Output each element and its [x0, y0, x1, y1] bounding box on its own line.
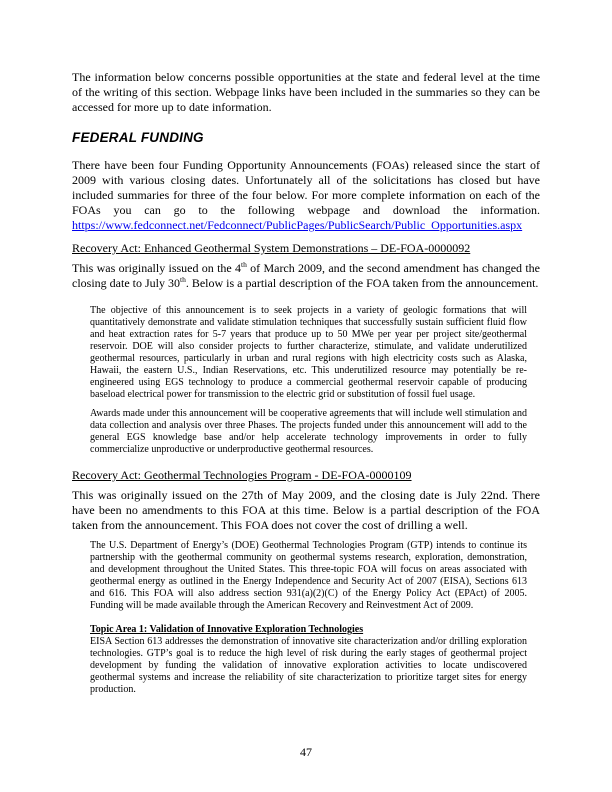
topic-area-1-heading: Topic Area 1: Validation of Innovative Exploration Technologies: [90, 624, 364, 635]
foa-092-description-paragraph-2: Awards made under this announcement will be cooperative agreements that will include well stimulation and data collection and analysis over three Phases. The projects funded under this announcement will add to the general EGS knowledge base and/or help accelerate technology improvements in order to fully commercialize unproductive or underproductive geothermal resources.: [90, 408, 527, 455]
page-number: 47: [300, 745, 312, 759]
foa-092-description-paragraph-1: The objective of this announcement is to seek projects in a variety of geologic formations that will quantitatively demonstrate and validate stimulation techniques that successfully sustain sufficient fluid flow and heat extraction rates for 5-7 years that produce up to 50 MWe per year per project site/geothermal reservoir. DOE will also consider projects to further characterize, stimulate, and validate underutilized geothermal resources, particularly in urban and rural regions with high electricity costs such as Alaska, Hawaii, the eastern U.S., Indian Reservations, etc. This underutilized resource may potentially be re-engineered using EGS technology to produce a commercial geothermal reservoir capable of producing baseload electrical power for transmission to the electric grid or substitution of fossil fuel usage.: [90, 305, 527, 400]
topic-area-1-section: [72, 624, 540, 696]
federal-funding-paragraph-text: There have been four Funding Opportunity Announcements (FOAs) released since the start of 2009 with various closing dates. Unfortunately all of the solicitations has closed but have included summaries for three of the four below. For more complete information on each of the FOAs you can go to the following webpage and download the information.: [72, 158, 540, 217]
foa-092-heading: Recovery Act: Enhanced Geothermal System Demonstrations – DE-FOA-0000092: [72, 241, 471, 255]
intro-paragraph: The information below concerns possible opportunities at the state and federal level at the time of the writing of this section. Webpage links have been included in the summaries so they can be accessed for more up to date information.: [72, 70, 540, 114]
foa-092-ordinal-suffix-2: th: [180, 275, 186, 284]
fedconnect-link[interactable]: https://www.fedconnect.net/Fedconnect/PublicPages/PublicSearch/Public_Opportunities.aspx: [72, 218, 523, 232]
foa-092-ordinal-suffix-1: th: [241, 260, 247, 269]
topic-area-1-paragraph: EISA Section 613 addresses the demonstration of innovative site characterization and/or drilling exploration technologies. GTP’s goal is to reduce the high level of risk during the early stages of geothermal project development by funding the validation of innovative exploration activities to locate undiscovered geothermal systems and increase the reliability of site characterization to prioritize target sites for energy production.: [90, 636, 527, 695]
foa-109-heading: Recovery Act: Geothermal Technologies Program - DE-FOA-0000109: [72, 468, 412, 482]
page-content: [72, 70, 540, 696]
federal-funding-heading: FEDERAL FUNDING: [72, 130, 204, 145]
foa-109-issued-paragraph: This was originally issued on the 27th of May 2009, and the closing date is July 22nd. There have been no amendments to this FOA at this time. Below is a partial description of the FOA taken from the announcement. This FOA does not cover the cost of drilling a well.: [72, 488, 540, 532]
federal-funding-paragraph: [72, 158, 540, 233]
foa-092-issued-paragraph: [72, 261, 540, 291]
foa-092-issued-part1: This was originally issued on the 4: [72, 261, 242, 275]
foa-109-description-paragraph: The U.S. Department of Energy’s (DOE) Geothermal Technologies Program (GTP) intends to continue its partnership with the geothermal community on geothermal systems research, exploration, demonstration, and development throughout the United States. This three-topic FOA will focus on areas associated with geothermal energy as outlined in the Energy Independence and Security Act of 2007 (EISA), Sections 613 and 616. This FOA will also address section 931(a)(2)(C) of the Energy Policy Act (EPAct) of 2005. Funding will be made available through the American Recovery and Reinvestment Act of 2009.: [90, 540, 527, 611]
foa-092-issued-part2: of March 2009, and the second amendment has changed the closing date to July 30: [72, 261, 540, 290]
foa-092-issued-part3: . Below is a partial description of the FOA taken from the announcement.: [185, 276, 539, 290]
